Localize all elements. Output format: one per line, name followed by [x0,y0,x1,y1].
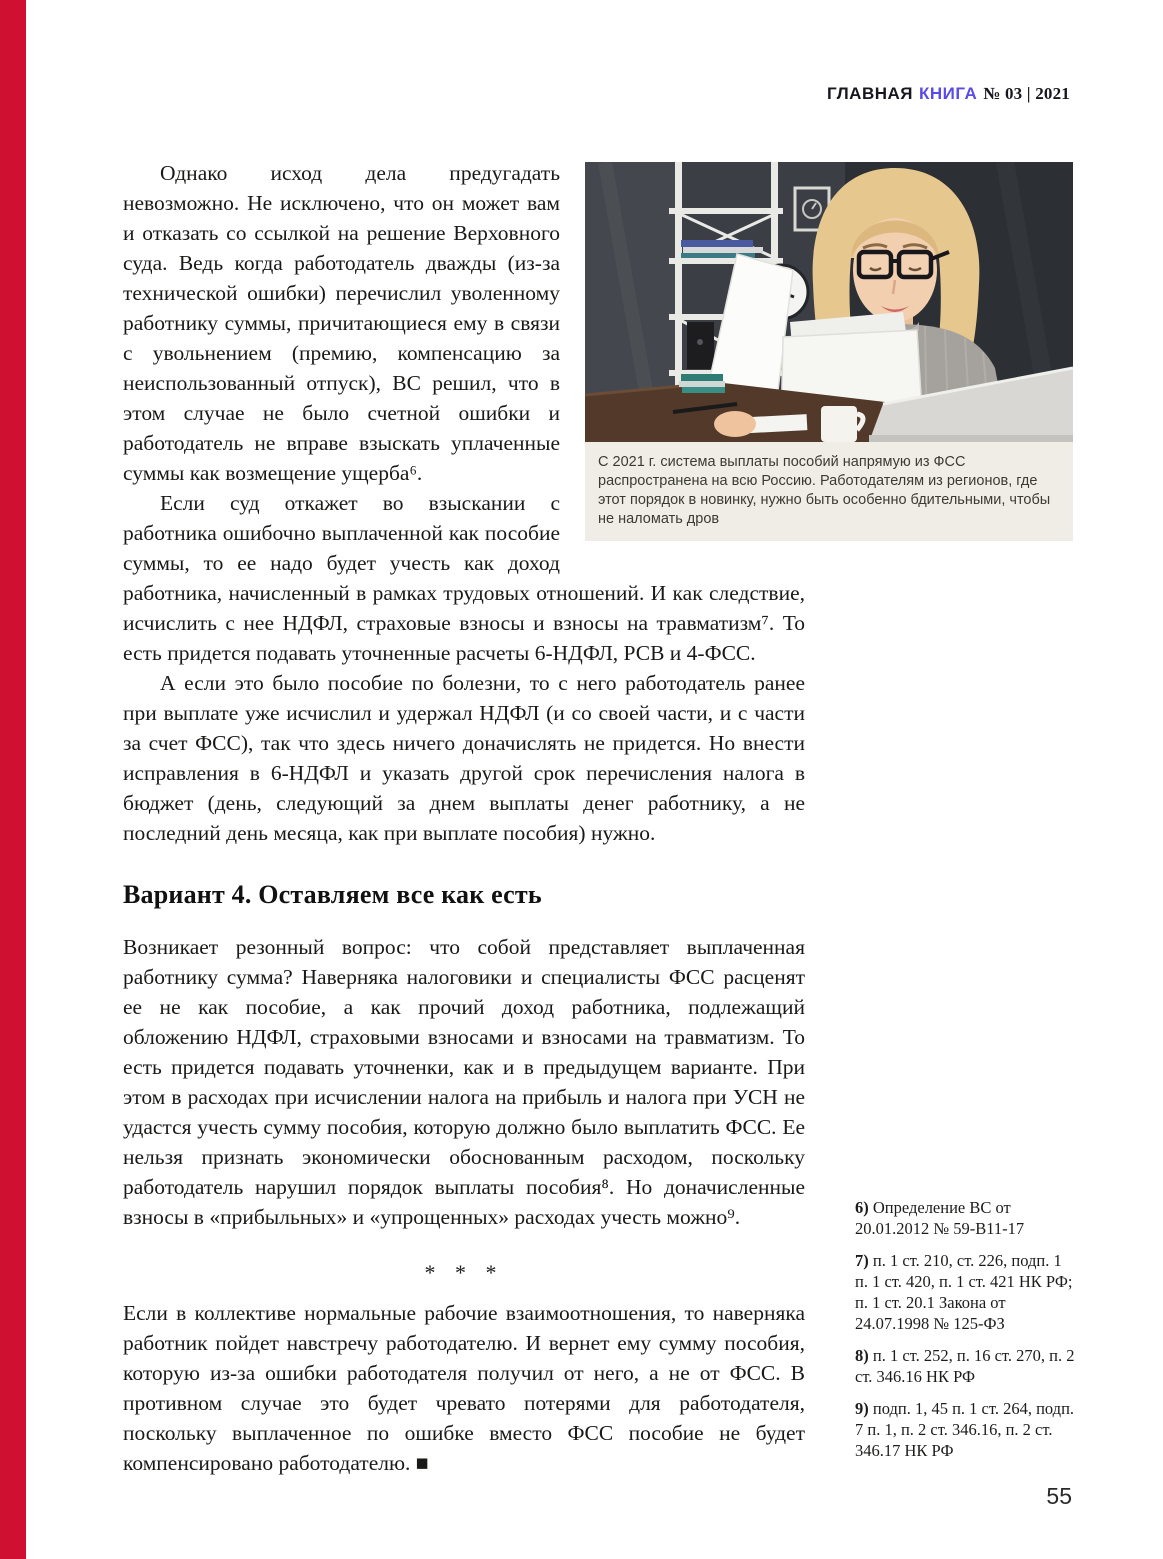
article-photo [585,162,1073,442]
footnotes-block [855,1197,1075,1472]
article-photo-figure [585,162,1073,541]
paragraph: Если суд откажет во взыскании с работника ошибочно выплаченной как пособие суммы, то ее надо будет учесть как доход работника, начисленный в рамках трудовых отношений. И как следствие, исчислить с нее НДФЛ, страховые взносы и взносы на травматизм⁷. То есть придется подавать уточненные расчеты 6-НДФЛ, РСВ и 4-ФСС. [123,491,805,665]
books [681,240,763,258]
footnote-number: 6) [855,1198,869,1217]
binder [687,322,714,369]
footnote-text: п. 1 ст. 210, ст. 226, подп. 1 п. 1 ст. 420, п. 1 ст. 421 НК РФ; п. 1 ст. 20.1 Закона от 24.07.1998 № 125-ФЗ [855,1251,1073,1333]
binder-label [697,339,703,345]
footnote-text: п. 1 ст. 252, п. 16 ст. 270, п. 2 ст. 346.16 НК РФ [855,1346,1075,1386]
asterisk-separator: * * * [424,1260,504,1285]
paragraph: Возникает резонный вопрос: что собой представляет выплаченная работнику сумма? Наверняка налоговики и специалисты ФСС расценят ее не как пособие, а как прочий доход работника, подлежащий обложению НДФЛ, страховыми взносами и взносами на травматизм. То есть придется подавать уточненки, как и в предыдущем варианте. При этом в расходах при исчислении налога на прибыль и налога при УСН не удастся учесть сумму пособия, которую должно было выплатить ФСС. Ее нельзя признать экономически обоснованным расходом, поскольку работодатель нарушил порядок выплаты пособия⁸. Но доначисленные взносы в «прибыльных» и «упрощенных» расходах учесть можно⁹. [123,935,805,1229]
footnote-number: 9) [855,1399,869,1418]
page-header [827,84,1070,104]
magazine-title-part1: ГЛАВНАЯ [827,84,913,103]
section-heading: Вариант 4. Оставляем все как есть [123,880,542,909]
hand [714,411,756,437]
footnote [855,1345,1075,1387]
page-number: 55 [1046,1483,1072,1509]
paragraph: Если в коллективе нормальные рабочие взаимоотношения, то наверняка работник пойдет навстречу работодателю. И вернет ему сумму пособия, которую из-за ошибки работодателя получил от него, а не от ФСС. В противном случае это будет чревато потерями для работодателя, поскольку выплаченное по ошибке вместо ФСС пособие не будет компенсировано работодателю. ■ [123,1301,805,1475]
notebook-stack [679,374,725,393]
footnote [855,1398,1075,1461]
footnote-text: подп. 1, 45 п. 1 ст. 264, подп. 7 п. 1, п. 2 ст. 346.16, п. 2 ст. 346.17 НК РФ [855,1399,1075,1460]
footnote-number: 8) [855,1346,869,1365]
photo-caption: С 2021 г. система выплаты пособий напрямую из ФСС распространена на всю Россию. Работодателям из регионов, где этот порядок в новинку, нужно быть особенно бдительными, чтобы не наломать дров [585,442,1073,541]
coffee-mug [821,406,863,442]
page-edge-stripe [0,0,26,1559]
paragraph: Однако исход дела предугадать невозможно. Не исключено, что он может вам и отказать со ссылкой на решение Верховного суда. Ведь когда работодатель дважды (из-за технической ошибки) перечислил уволенному работнику суммы, причитающиеся ему в связи с увольнением (премию, компенсацию за неиспользованный отпуск), ВС решил, что в этом случае не было счетной ошибки и работодатель не вправе взыскать уплаченные суммы как возмещение ущерба⁶. [123,161,560,485]
footnote-text: Определение ВС от 20.01.2012 № 59-В11-17 [855,1198,1025,1238]
magazine-title-part2: КНИГА [919,84,978,103]
footnote [855,1250,1075,1334]
footnote [855,1197,1075,1239]
footnote-number: 7) [855,1251,869,1270]
paragraph: А если это было пособие по болезни, то с него работодатель ранее при выплате уже исчислил и удержал НДФЛ (и со своей части, и с части за счет ФСС), так что здесь ничего доначислять не придется. Но внести исправления в 6-НДФЛ и указать другой срок перечисления налога в бюджет (день, следующий за днем выплаты денег работнику, а не последний день месяца, как при выплате пособия) нужно. [123,671,805,845]
issue-number: № 03 | 2021 [983,84,1070,103]
